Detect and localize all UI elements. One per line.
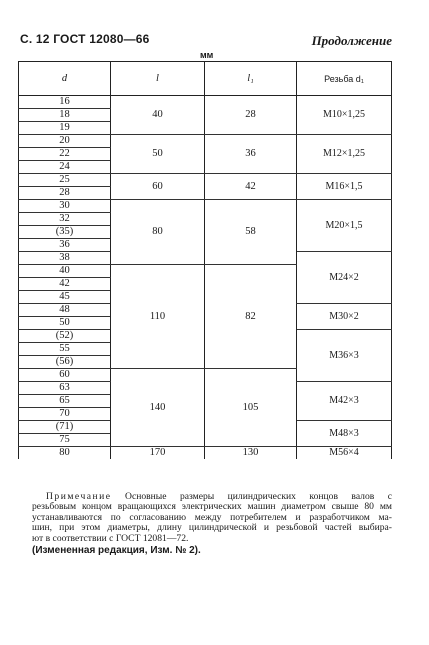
l1-cell: 36 [205, 135, 297, 174]
thread-cell: M24×2 [297, 252, 392, 304]
l1-cell: 42 [205, 174, 297, 200]
d-cell: 36 [19, 239, 111, 252]
thread-cell: M20×1,5 [297, 200, 392, 252]
d-cell: 50 [19, 317, 111, 330]
note-text: Основные размеры цилиндрических концов валов с [125, 491, 392, 502]
d-cell: 32 [19, 213, 111, 226]
column-header-l: l [111, 62, 205, 96]
d-cell: 45 [19, 291, 111, 304]
d-cell: (71) [19, 421, 111, 434]
d-cell: (52) [19, 330, 111, 343]
l1-cell: 28 [205, 96, 297, 135]
edition-note: (Измененная редакция, Изм. № 2). [32, 545, 201, 556]
note-line: ют в соответствии с ГОСТ 12081—72. [32, 532, 189, 544]
d-cell: (56) [19, 356, 111, 369]
table-row [19, 447, 392, 460]
d-cell: 42 [19, 278, 111, 291]
table-header-row [19, 62, 392, 96]
d-cell: 75 [19, 434, 111, 447]
note-line: шин, при этом диаметры, длину цилиндрической и резьбовой частей выбира- [32, 522, 392, 534]
d-cell: 80 [19, 447, 111, 460]
l-cell: 60 [111, 174, 205, 200]
note-label: Примечание [46, 491, 112, 502]
table-row [19, 200, 392, 213]
thread-cell: M36×3 [297, 330, 392, 382]
d-cell: 22 [19, 148, 111, 161]
l-cell: 170 [111, 447, 205, 460]
d-cell: 19 [19, 122, 111, 135]
note-line: устанавливаются по согласованию между потребителем и разработчиком ма- [32, 511, 392, 523]
units-label: мм [200, 50, 214, 60]
dimensions-table [18, 61, 392, 459]
d-cell: 24 [19, 161, 111, 174]
d-cell: 70 [19, 408, 111, 421]
d-cell: 20 [19, 135, 111, 148]
l-cell: 50 [111, 135, 205, 174]
thread-cell: M56×4 [297, 447, 392, 460]
d-cell: 65 [19, 395, 111, 408]
thread-cell: M12×1,25 [297, 135, 392, 174]
d-cell: 63 [19, 382, 111, 395]
d-cell: 30 [19, 200, 111, 213]
d-cell: 18 [19, 109, 111, 122]
table-row [19, 174, 392, 187]
d-cell: 16 [19, 96, 111, 109]
d-cell: 40 [19, 265, 111, 278]
d-cell: 48 [19, 304, 111, 317]
l1-cell: 82 [205, 265, 297, 369]
l1-cell: 130 [205, 447, 297, 460]
note-line: резьбовым концом вращающихся электрических машин диаметром свыше 80 мм [32, 501, 392, 513]
table-row [19, 96, 392, 109]
thread-cell: M48×3 [297, 421, 392, 447]
table-note [32, 492, 392, 544]
l1-cell: 58 [205, 200, 297, 265]
d-cell: 38 [19, 252, 111, 265]
d-cell: 55 [19, 343, 111, 356]
l-cell: 80 [111, 200, 205, 265]
d-cell: 25 [19, 174, 111, 187]
column-header-d: d [19, 62, 111, 96]
thread-cell: M16×1,5 [297, 174, 392, 200]
column-header-l1: l₁ [205, 62, 297, 96]
l-cell: 110 [111, 265, 205, 369]
l-cell: 140 [111, 369, 205, 447]
thread-cell: M10×1,25 [297, 96, 392, 135]
table-row [19, 135, 392, 148]
dimensions-table-wrap [18, 61, 391, 459]
continuation-label: Продолжение [311, 33, 392, 48]
thread-cell: M42×3 [297, 382, 392, 421]
page-header-standard: С. 12 ГОСТ 12080—66 [20, 32, 150, 46]
d-cell: 60 [19, 369, 111, 382]
column-header-thread: Резьба d₁ [297, 62, 392, 96]
l1-cell: 105 [205, 369, 297, 447]
d-cell: (35) [19, 226, 111, 239]
thread-cell: M30×2 [297, 304, 392, 330]
l-cell: 40 [111, 96, 205, 135]
d-cell: 28 [19, 187, 111, 200]
